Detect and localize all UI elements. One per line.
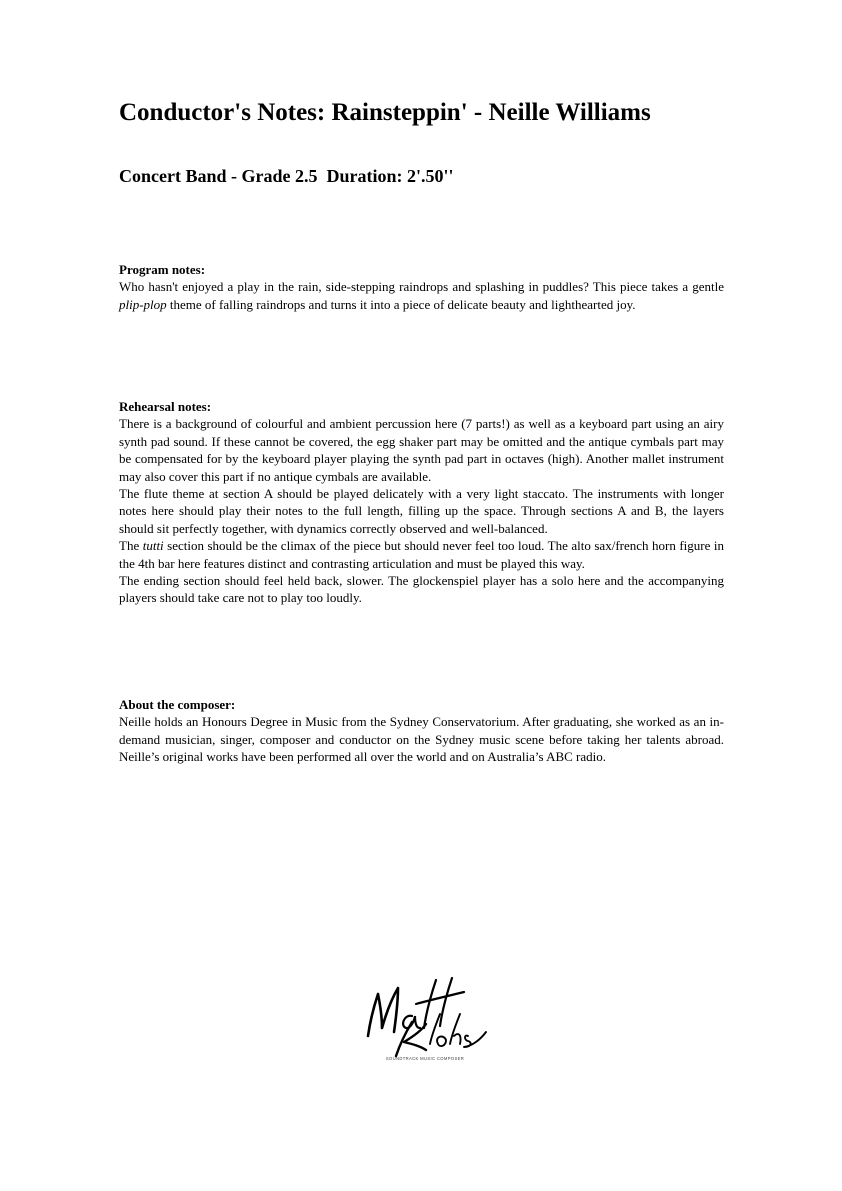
program-notes-section bbox=[119, 261, 724, 313]
program-text-before: Who hasn't enjoyed a play in the rain, side-stepping raindrops and splashing in puddles? This piece takes a gentle bbox=[119, 279, 724, 295]
rehearsal-paragraph-2: The flute theme at section A should be played delicately with a very light staccato. The instruments with longer notes here should play their notes to the full length, filling up the space. Through sections A and B, the layers should sit perfectly together, with dynamics correctly observed and well-balanced. bbox=[119, 486, 724, 536]
rehearsal-p3-after: section should be the climax of the piece but should never feel too loud. The alto sax/french horn figure in the 4th bar here features distinct and contrasting articulation and must be played this way. bbox=[119, 538, 724, 571]
rehearsal-paragraph-1: There is a background of colourful and ambient percussion here (7 parts!) as well as a keyboard part using an airy synth pad sound. If these cannot be covered, the egg shaker part may be omitted and the antique cymbals part may be compensated for by the keyboard player playing the synth pad part in octaves (high). Another mallet instrument may also cover this part if no antique cymbals are available. bbox=[119, 416, 724, 484]
rehearsal-paragraph-3 bbox=[119, 537, 724, 572]
signature-logo-icon bbox=[360, 970, 490, 1062]
rehearsal-paragraph-4: The ending section should feel held back, slower. The glockenspiel player has a solo here and the accompanying players should take care not to play too loudly. bbox=[119, 573, 724, 606]
rehearsal-p3-italic: tutti bbox=[142, 538, 164, 554]
rehearsal-notes-section bbox=[119, 398, 724, 607]
program-text-italic: plip-plop bbox=[119, 296, 167, 312]
program-notes-text bbox=[119, 278, 724, 313]
program-notes-heading: Program notes: bbox=[119, 262, 206, 277]
rehearsal-p3-before: The bbox=[119, 538, 143, 554]
rehearsal-notes-heading: Rehearsal notes: bbox=[119, 399, 212, 414]
logo-tagline: SOUNDTRACK MUSIC COMPOSER bbox=[385, 1056, 465, 1061]
about-composer-heading: About the composer: bbox=[119, 697, 236, 712]
program-text-after: theme of falling raindrops and turns it into a piece of delicate beauty and lighthearted joy. bbox=[166, 296, 636, 312]
signature-svg bbox=[360, 970, 490, 1062]
about-composer-section bbox=[119, 696, 724, 766]
page-title: Conductor's Notes: Rainsteppin' - Neille Williams bbox=[119, 99, 651, 126]
page-subtitle: Concert Band - Grade 2.5 Duration: 2'.50'' bbox=[119, 166, 454, 186]
about-composer-text: Neille holds an Honours Degree in Music from the Sydney Conservatorium. After graduating, she worked as an in-demand musician, singer, composer and conductor on the Sydney music scene before taking her talents abroad. Neille’s original works have been performed all over the world and on Australia’s ABC radio. bbox=[119, 714, 724, 765]
